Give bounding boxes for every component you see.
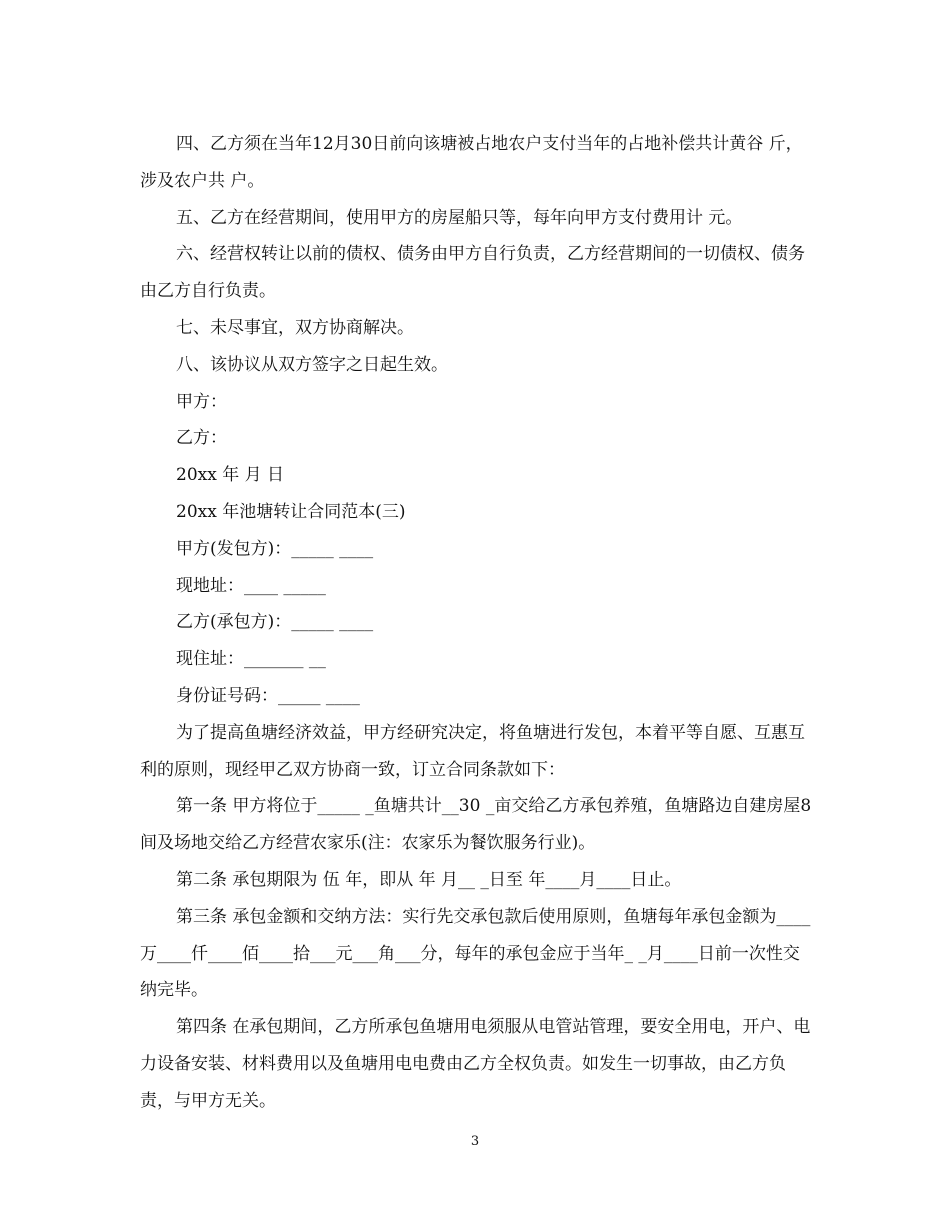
party-a-address: 现地址：____ _____ — [176, 575, 326, 596]
clause-four: 四、乙方须在当年12月30日前向该塘被占地农户支付当年的占地补偿共计黄谷 斤，涉及农户共 户。 — [140, 134, 803, 191]
party-a-line: 甲方(发包方)：_____ ____ — [176, 538, 374, 559]
preamble: 为了提高鱼塘经济效益，甲方经研究决定，将鱼塘进行发包，本着平等自愿、互惠互利的原则，现经甲乙双方协商一致，订立合同条款如下： — [140, 722, 805, 780]
article-three: 第三条 承包金额和交纳方法：实行先交承包款后使用原则，鱼塘每年承包金额为____万____仟____佰____拾___元___角___分，每年的承包金应于当年_ _月____日前一次性交纳完毕。 — [140, 906, 811, 1001]
article-two: 第二条 承包期限为 伍 年，即从 年 月__ _日至 年____月____日止。 — [176, 869, 682, 890]
page-number: 3 — [470, 1134, 480, 1149]
party-b-address: 现住址：_______ __ — [176, 649, 326, 670]
article-one: 第一条 甲方将位于_____ _鱼塘共计__30 _亩交给乙方承包养殖，鱼塘路边自建房屋8 间及场地交给乙方经营农家乐(注：农家乐为餐饮服务行业)。 — [140, 796, 817, 854]
clause-eight: 八、该协议从双方签字之日起生效。 — [176, 354, 448, 375]
signature-party-a: 甲方： — [176, 391, 227, 412]
id-number-line: 身份证号码：_____ ____ — [176, 685, 360, 706]
signature-party-b: 乙方： — [176, 428, 227, 449]
document-body — [140, 126, 817, 1120]
clause-six: 六、经营权转让以前的债权、债务由甲方自行负责，乙方经营期间的一切债权、债务由乙方自行负责。 — [140, 244, 805, 302]
clause-five: 五、乙方在经营期间，使用甲方的房屋船只等，每年向甲方支付费用计 元。 — [176, 207, 743, 228]
section-title: 20xx 年池塘转让合同范本(三) — [176, 501, 406, 522]
party-b-line: 乙方(承包方)：_____ ____ — [176, 612, 374, 633]
clause-seven: 七、未尽事宜，双方协商解决。 — [176, 317, 414, 338]
article-four: 第四条 在承包期间，乙方所承包鱼塘用电须服从电管站管理，要安全用电，开户、电力设备安装、材料费用以及鱼塘用电电费由乙方全权负责。如发生一切事故，由乙方负责，与甲方无关。 — [140, 1017, 811, 1111]
signature-date: 20xx 年 月 日 — [176, 465, 285, 486]
